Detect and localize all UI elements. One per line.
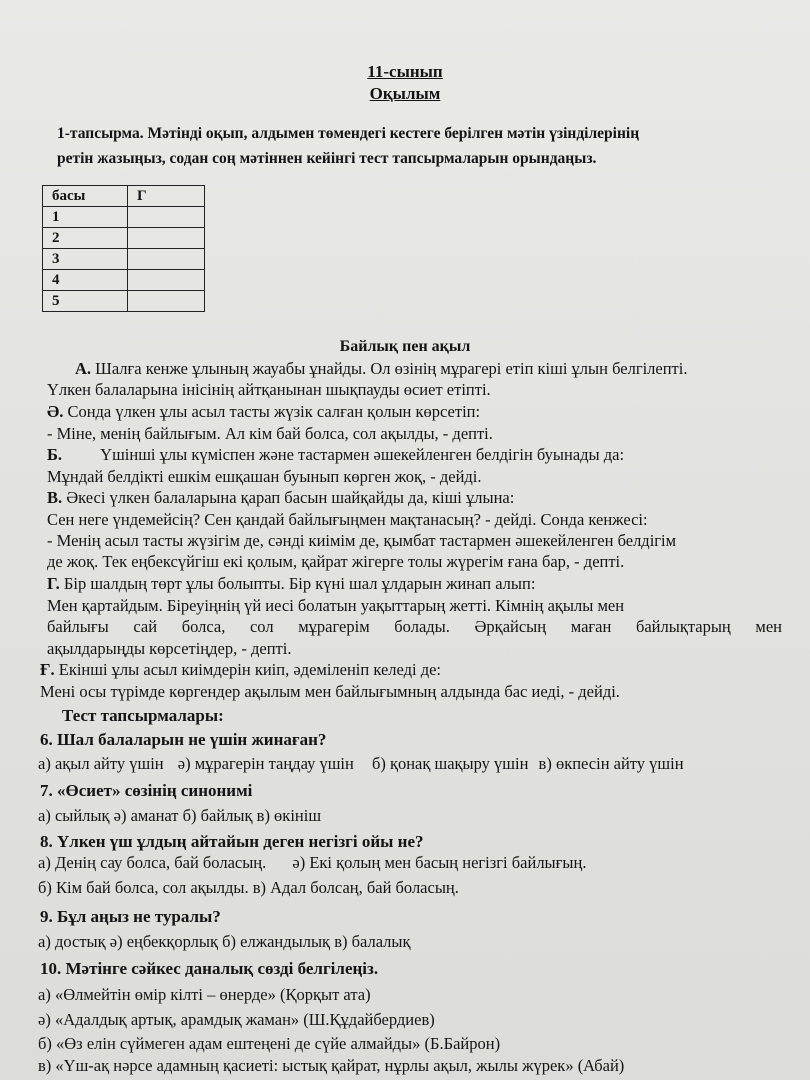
paragraph-v-line3: - Менің асыл тасты жүзігім де, сәнді киімім де, қымбат тастармен әшекейленген белдігім <box>47 531 677 550</box>
table-row <box>43 249 205 270</box>
paragraph-g-line1 <box>47 574 535 594</box>
paragraph-a-line2: Үлкен балаларына інісінің айтқанынан шықпауды өсиет етіпті. <box>47 380 491 399</box>
question-10-option-b[interactable]: б) «Өз елін сүймеген адам ештеңені де сүйе алмайды» (Б.Байрон) <box>38 1034 501 1053</box>
paragraph-v-line1 <box>47 488 514 508</box>
paragraph-b-line2: Мұндай белдікті ешкім ешқашан буынып көрген жоқ, - дейді. <box>47 467 482 486</box>
table-row <box>43 270 205 291</box>
question-6: 6. Шал балаларын не үшін жинаған? <box>40 730 327 749</box>
question-9: 9. Бұл аңыз не туралы? <box>40 907 221 926</box>
reading-title: Байлық пен ақыл <box>339 338 471 355</box>
task-instruction-line1: 1-тапсырма. Мәтінді оқып, алдымен төмендегі кестеге берілген мәтін үзінділерінің <box>57 125 640 142</box>
paragraph-text: Үшінші ұлы күміспен және тастармен әшекейленген белдігін буынады да: <box>100 445 625 464</box>
paragraph-g-line3: байлығы сай болса, сол мұрагерім болады. Әрқайсың маған байлықтарың мен <box>47 617 782 636</box>
question-10-option-v[interactable]: в) «Үш-ақ нәрсе адамның қасиеті: ыстық қайрат, нұрлы ақыл, жылы жүрек» (Абай) <box>38 1056 625 1075</box>
answer-cell[interactable] <box>128 249 205 270</box>
paragraph-label: В. <box>47 488 63 507</box>
answer-cell[interactable] <box>128 228 205 249</box>
tests-heading: Тест тапсырмалары: <box>62 706 224 725</box>
paragraph-text: Шалға кенже ұлының жауабы ұнайды. Ол өзінің мұрагері етіп кіші ұлын белгілепті. <box>95 359 688 378</box>
row-number: 2 <box>43 228 128 249</box>
answer-table <box>42 185 205 312</box>
answer-table-header <box>43 186 205 207</box>
paragraph-label: Ә. <box>47 402 64 421</box>
question-10: 10. Мәтінге сәйкес даналық сөзді белгілеңіз. <box>40 959 379 978</box>
paragraph-ae-line2: - Міне, менің байлығым. Ал кім бай болса, сол ақылды, - депті. <box>47 424 493 443</box>
paragraph-b-line1 <box>47 445 624 465</box>
paragraph-label: Ғ. <box>40 660 55 679</box>
paragraph-v-line4: де жоқ. Тек еңбексүйгіш екі қолым, қайрат жігерге толы жүрегім ғана бар, - депті. <box>47 552 625 571</box>
paragraph-g-line2 <box>47 596 782 616</box>
question-7: 7. «Өсиет» сөзінің синонимі <box>40 781 253 800</box>
table-row <box>43 291 205 312</box>
table-row <box>43 228 205 249</box>
option[interactable]: б) қонақ шақыру үшін <box>371 754 529 773</box>
grade-title: 11-сынып <box>367 62 443 81</box>
header-cell: басы <box>43 186 128 207</box>
paragraph-gh-line2: Мені осы түрімде көргендер ақылым мен байлығымның алдында бас иеді, - дейді. <box>40 682 620 701</box>
option[interactable]: а) ақыл айту үшін <box>38 754 164 773</box>
row-number: 5 <box>43 291 128 312</box>
paragraph-ae-line1 <box>47 402 480 422</box>
row-number: 3 <box>43 249 128 270</box>
question-10-option-a[interactable]: а) «Өлмейтін өмір кілті – өнерде» (Қорқыт ата) <box>38 985 371 1004</box>
paragraph-a-line1 <box>75 359 687 379</box>
row-number: 4 <box>43 270 128 291</box>
answer-cell[interactable] <box>128 291 205 312</box>
question-8-options-line2[interactable]: б) Кім бай болса, сол ақылды. в) Адал болсаң, бай боласың. <box>38 878 459 897</box>
paragraph-text: Сонда үлкен ұлы асыл тасты жүзік салған қолын көрсетіп: <box>67 402 481 421</box>
option[interactable]: а) Денің сау болса, бай боласың. <box>38 853 267 872</box>
question-9-options[interactable]: а) достық ә) еңбекқорлық б) елжандылық в) балалық <box>38 932 411 951</box>
header-cell: Г <box>128 186 205 207</box>
paragraph-g-line4: ақылдарыңды көрсетіңдер, - депті. <box>47 639 292 658</box>
task-instruction-line2: ретін жазыңыз, содан соң мәтіннен кейінгі тест тапсырмаларын орындаңыз. <box>57 150 597 167</box>
question-8: 8. Үлкен үш ұлдың айтайын деген негізгі ойы не? <box>40 832 424 851</box>
question-6-options <box>38 754 684 774</box>
question-7-options[interactable]: а) сыйлық ә) аманат б) байлық в) өкініш <box>38 806 322 825</box>
paragraph-v-line2: Сен неге үндемейсің? Сен қандай байлығыңмен мақтанасың? - дейді. Сонда кенжесі: <box>47 510 648 529</box>
option[interactable]: ә) Екі қолың мен басың негізгі байлығың. <box>292 853 587 872</box>
paragraph-label: Б. <box>47 445 63 464</box>
paragraph-label: Г. <box>47 574 60 593</box>
paragraph-label: А. <box>75 359 92 378</box>
option[interactable]: ә) мұрагерін таңдау үшін <box>177 754 354 773</box>
question-10-option-ae[interactable]: ә) «Адалдық артық, арамдық жаман» (Ш.Құдайбердиев) <box>38 1010 435 1029</box>
section-title: Оқылым <box>369 84 441 103</box>
paragraph-text: Әкесі үлкен балаларына қарап басын шайқайды да, кіші ұлына: <box>66 488 515 507</box>
paragraph-text: Мен қартайдым. Біреуіңнің үй иесі болатын уақыттарың жетті. Кімнің ақылы мен <box>47 596 625 615</box>
row-number: 1 <box>43 207 128 228</box>
question-8-options-line1 <box>38 853 586 873</box>
answer-cell[interactable] <box>128 270 205 291</box>
paragraph-text: Бір шалдың төрт ұлы болыпты. Бір күні шал ұлдарын жинап алып: <box>63 574 536 593</box>
option[interactable]: в) өкпесін айту үшін <box>538 754 684 773</box>
table-row <box>43 207 205 228</box>
answer-cell[interactable] <box>128 207 205 228</box>
paragraph-gh-line1 <box>40 660 441 680</box>
paragraph-text: Екінші ұлы асыл киімдерін киіп, әдемiленіп келеді де: <box>58 660 442 679</box>
